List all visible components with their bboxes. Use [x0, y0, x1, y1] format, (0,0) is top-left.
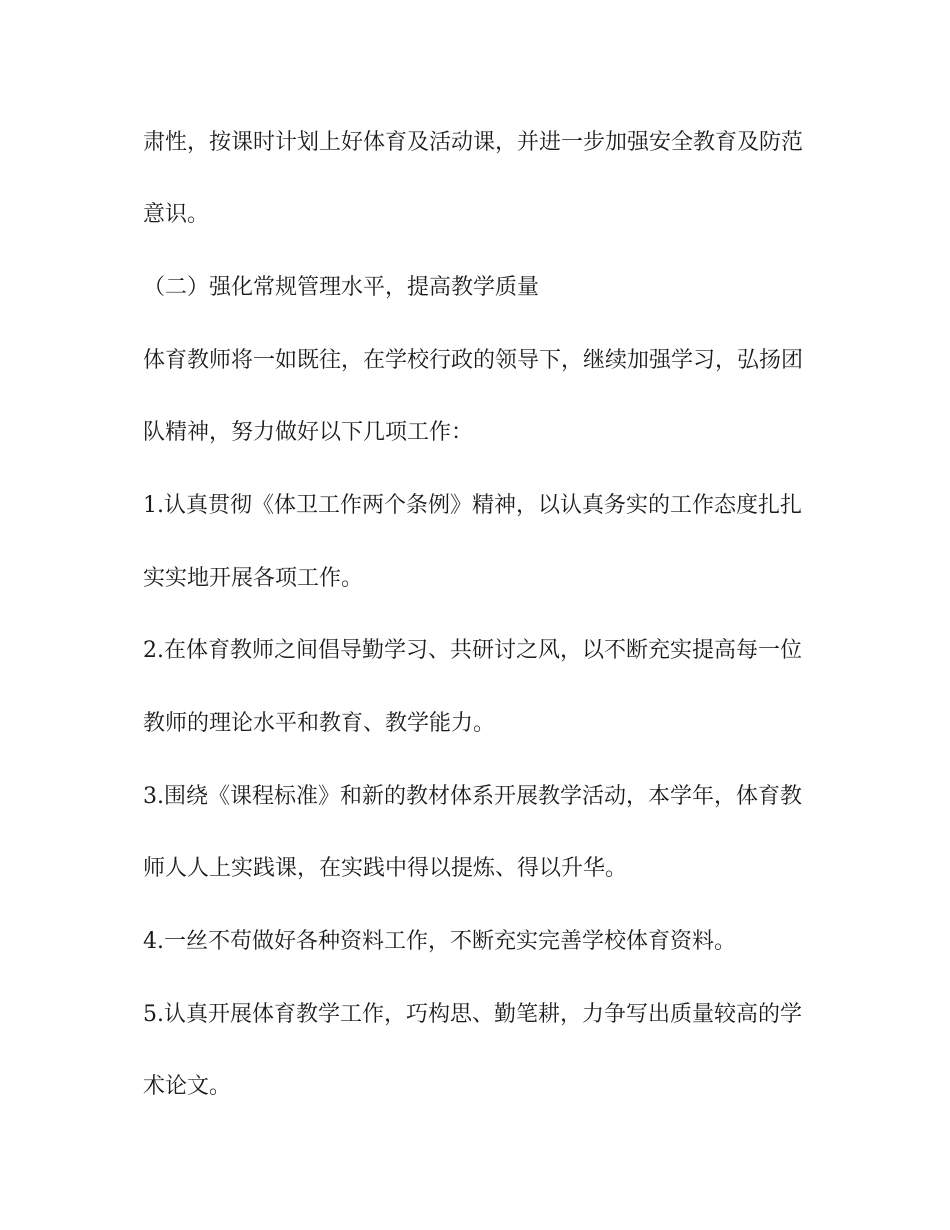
text-line: 意识。	[143, 202, 210, 227]
list-item-1: 1.认真贯彻《体卫工作两个条例》精神，以认真务实的工作态度扎扎	[143, 493, 802, 518]
text-line: 师人人上实践课，在实践中得以提炼、得以升华。	[143, 856, 628, 881]
text-line: 肃性，按课时计划上好体育及活动课，并进一步加强安全教育及防范	[143, 130, 804, 155]
text-line: 教师的理论水平和教育、教学能力。	[143, 711, 496, 736]
list-item-3: 3.围绕《课程标准》和新的教材体系开展教学活动，本学年，体育教	[143, 784, 802, 809]
text-line: 队精神，努力做好以下几项工作：	[143, 420, 474, 445]
text-line: 体育教师将一如既往，在学校行政的领导下，继续加强学习，弘扬团	[143, 348, 804, 373]
text-line: 术论文。	[143, 1074, 232, 1099]
list-item-4: 4.一丝不苟做好各种资料工作，不断充实完善学校体育资料。	[143, 929, 736, 954]
text-line: 实实地开展各项工作。	[143, 566, 364, 591]
section-heading: （二）强化常规管理水平，提高教学质量	[143, 275, 540, 300]
list-item-2: 2.在体育教师之间倡导勤学习、共研讨之风，以不断充实提高每一位	[143, 638, 802, 663]
list-item-5: 5.认真开展体育教学工作，巧构思、勤笔耕，力争写出质量较高的学	[143, 1002, 802, 1027]
